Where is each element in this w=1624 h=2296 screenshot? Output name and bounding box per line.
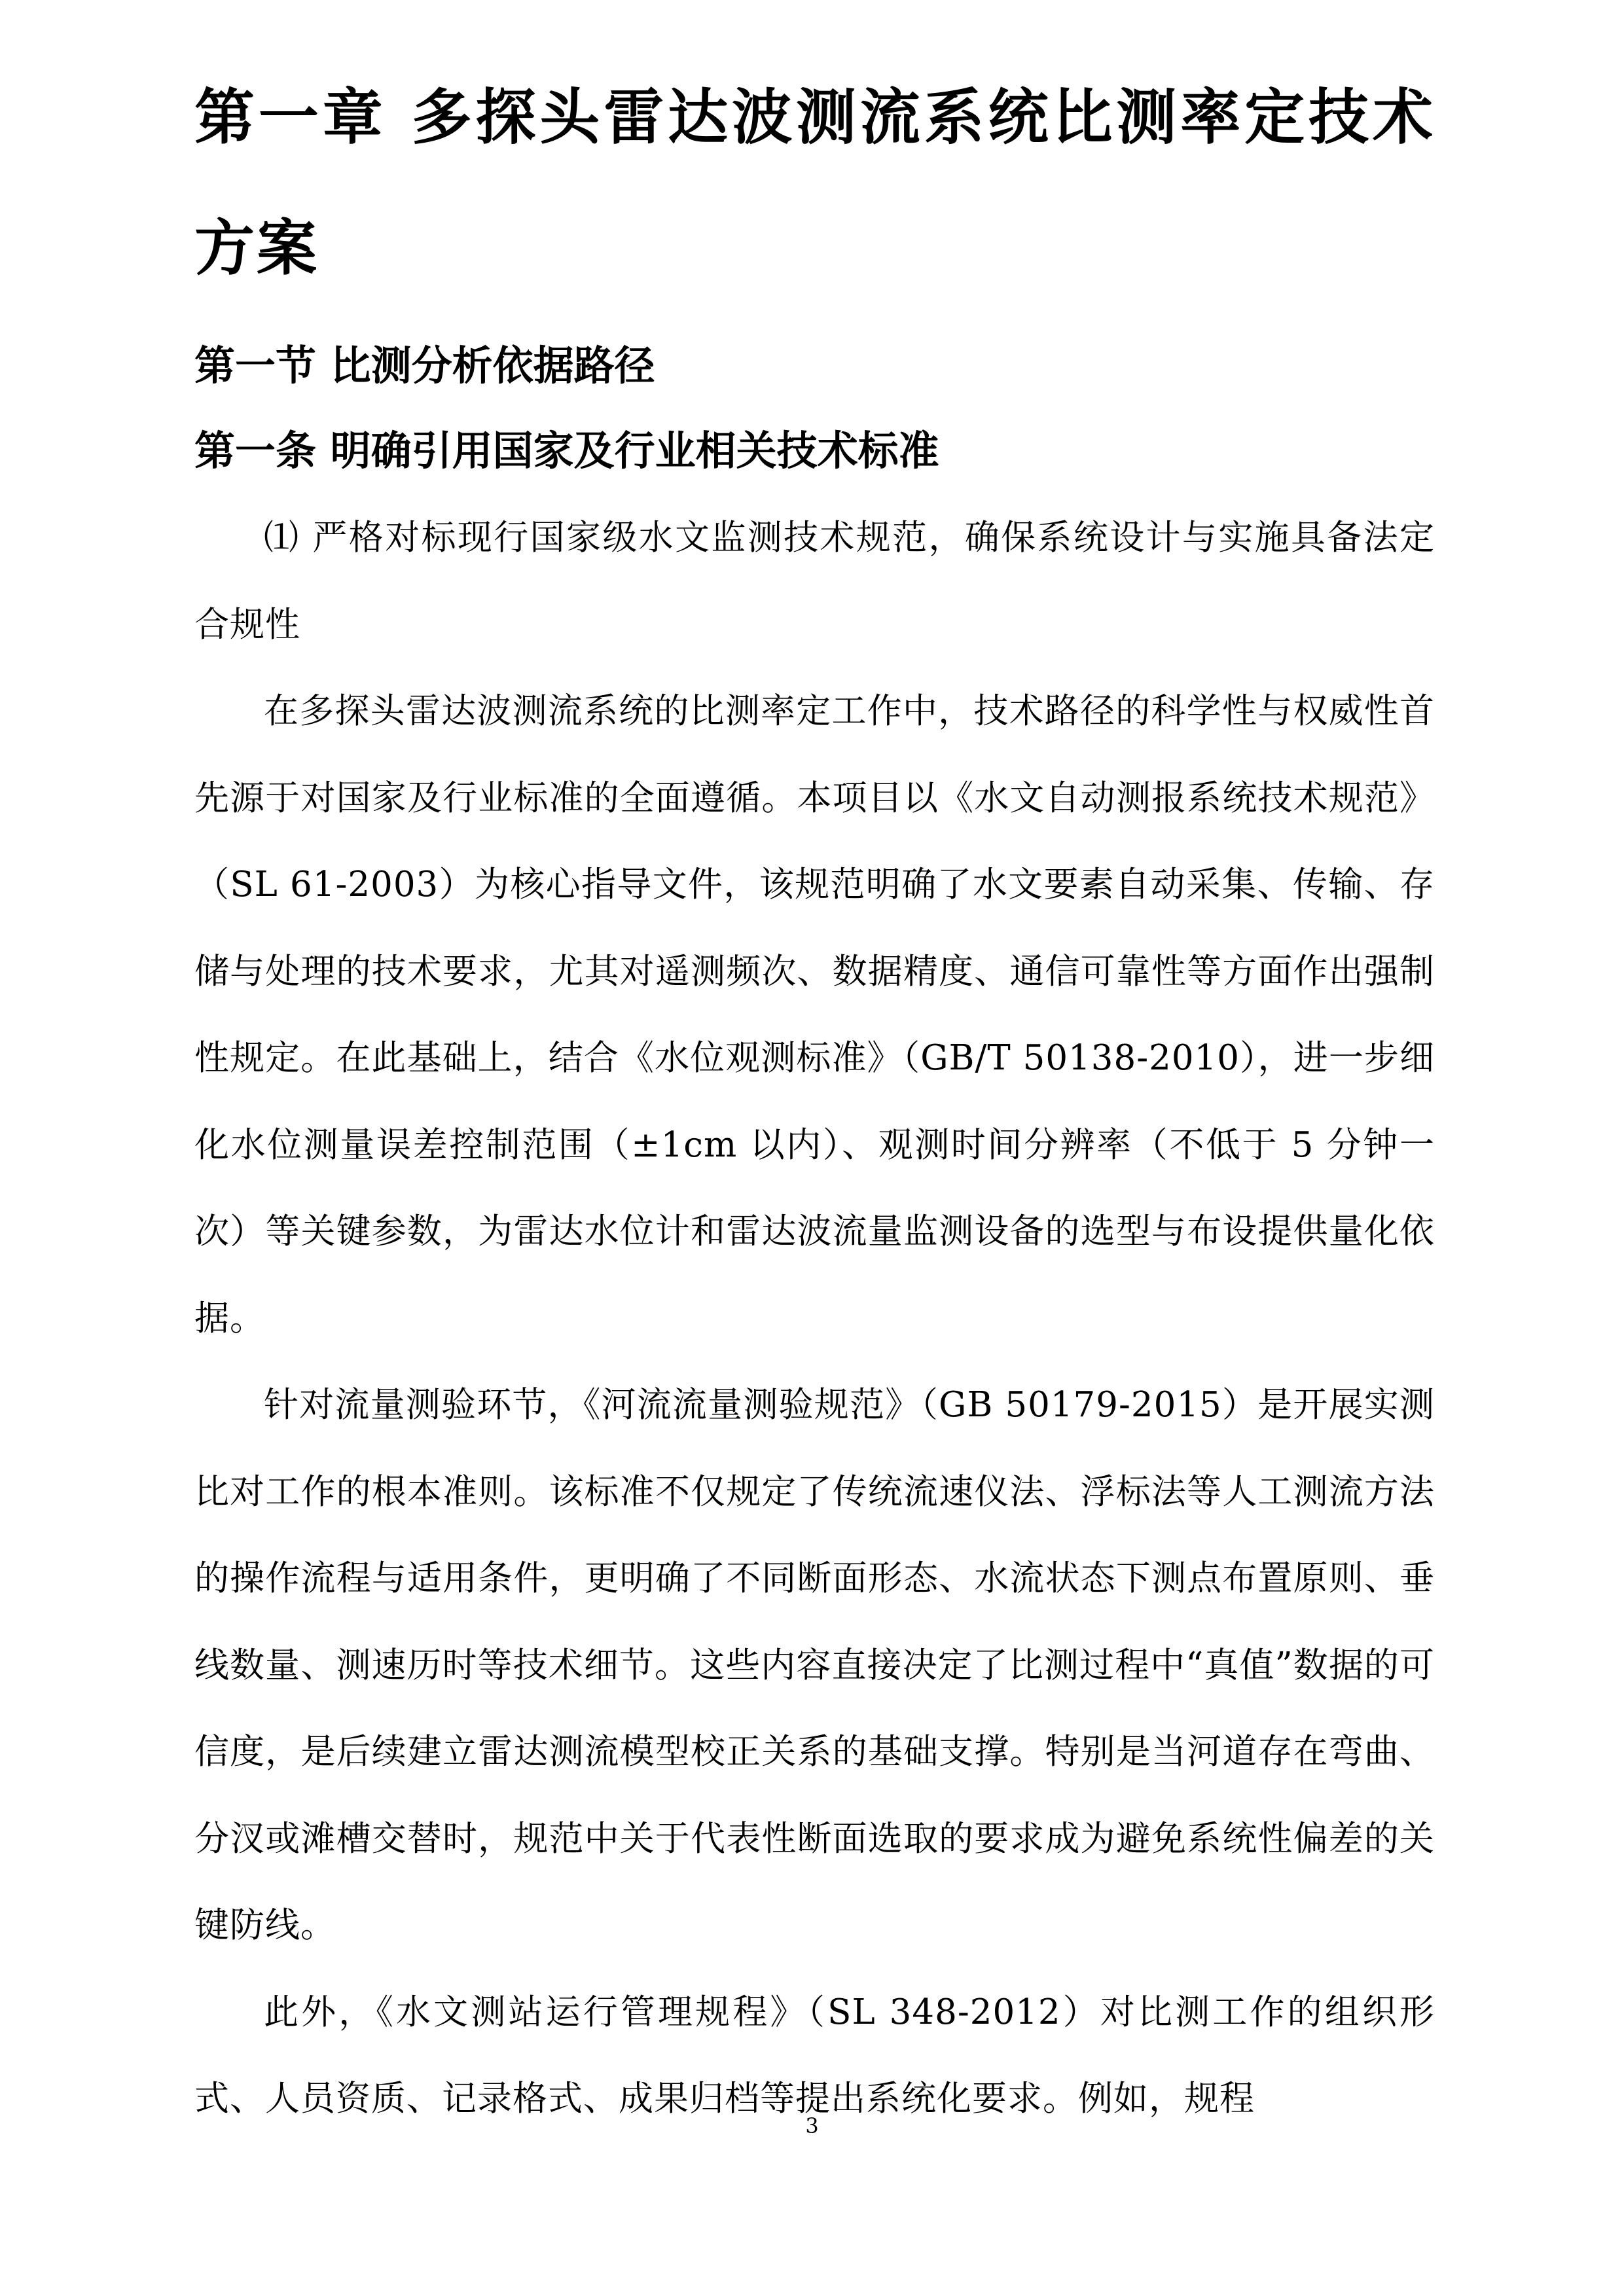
paragraph-standards-sl61: 在多探头雷达波测流系统的比测率定工作中，技术路径的科学性与权威性首先源于对国家及行业标准的全面遵循。本项目以《水文自动测报系统技术规范》（SL 61-2003）为核心指导文件，该规范明确了水文要素自动采集、传输、存储与处理的技术要求，尤其对遥测频次、数据精度、通信可靠性等方面作出强制性规定。在此基础上，结合《水位观测标准》（GB/T 50138-2010），进一步细化水位测量误差控制范围（±1cm 以内）、观测时间分辨率（不低于 5 分钟一次）等关键参数，为雷达水位计和雷达波流量监测设备的选型与布设提供量化依据。 <box>194 691 1435 1338</box>
chapter-title: 第一章 多探头雷达波测流系统比测率定技术方案 <box>194 82 1435 283</box>
document-body <box>194 52 1435 2143</box>
article-title: 第一条 明确引用国家及行业相关技术标准 <box>194 427 939 475</box>
paragraph-compliance-heading: ⑴ 严格对标现行国家级水文监测技术规范，确保系统设计与实施具备法定合规性 <box>194 518 1435 645</box>
section-title: 第一节 比测分析依据路径 <box>194 342 655 389</box>
page-number: 3 <box>805 2113 819 2138</box>
paragraph-flow-measurement: 针对流量测验环节，《河流流量测验规范》（GB 50179-2015）是开展实测比对工作的根本准则。该标准不仅规定了传统流速仪法、浮标法等人工测流方法的操作流程与适用条件，更明确了不同断面形态、水流状态下测点布置原则、垂线数量、测速历时等技术细节。这些内容直接决定了比测过程中“真值”数据的可信度，是后续建立雷达测流模型校正关系的基础支撑。特别是当河道存在弯曲、分汊或滩槽交替时，规范中关于代表性断面选取的要求成为避免系统性偏差的关键防线。 <box>194 1385 1435 1945</box>
paragraph-station-management: 此外，《水文测站运行管理规程》（SL 348-2012）对比测工作的组织形式、人员资质、记录格式、成果归档等提出系统化要求。例如，规程 <box>194 1992 1435 2119</box>
